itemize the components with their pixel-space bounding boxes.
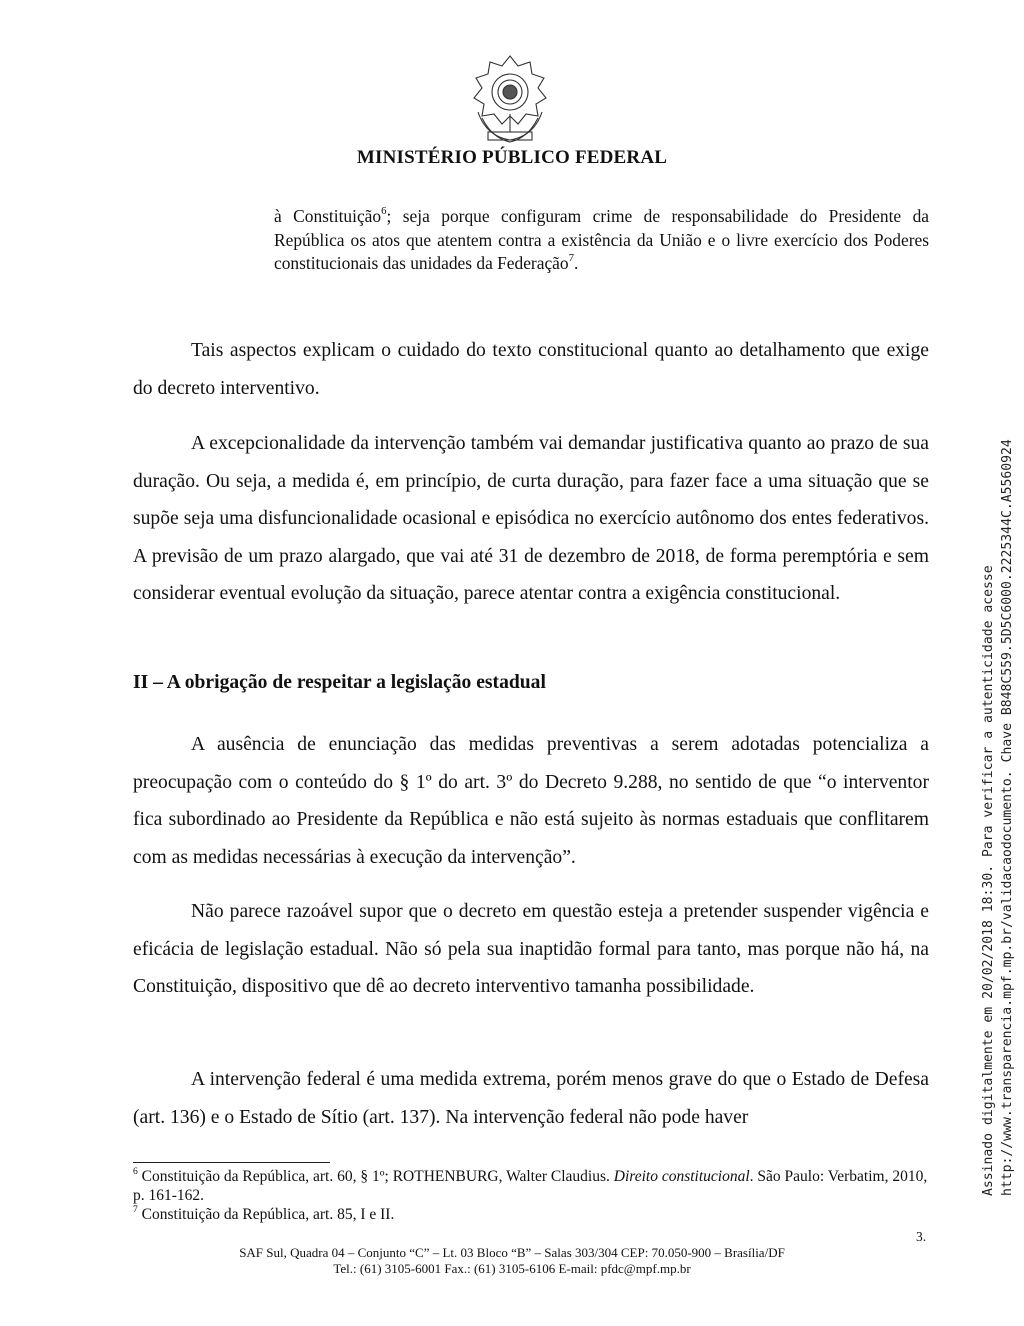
quote-text-3: . (573, 253, 579, 273)
footnote-6 (133, 1167, 929, 1205)
paragraph-3: A ausência de enunciação das medidas preventivas a serem adotadas potencializa a preocupação com o conteúdo do § 1º do art. 3º do Decreto 9.288, no sentido de que “o interventor fica subordinado ao Presidente da República e não está sujeito às normas estaduais que conflitarem com as medidas necessárias à execução da intervenção”. (133, 734, 929, 868)
coat-of-arms-icon (466, 52, 554, 148)
paragraph-1: Tais aspectos explicam o cuidado do texto constitucional quanto ao detalhamento que exige do decreto interventivo. (133, 340, 929, 399)
paragraph-2: A excepcionalidade da intervenção também vai demandar justificativa quanto ao prazo de sua duração. Ou seja, a medida é, em princípio, de curta duração, para fazer face a uma situação que se supõe seja uma disfuncionalidade ocasional e episódica no exercício autônomo dos entes federativos. A previsão de um prazo alargado, que vai até 31 de dezembro de 2018, de forma peremptória e sem considerar eventual evolução da situação, parece atentar contra a exigência constitucional. (133, 433, 929, 604)
footnote-ref-7[interactable]: 7 (568, 252, 574, 265)
footnote-7-text: Constituição da República, art. 85, I e II. (137, 1206, 395, 1223)
footnote-divider (133, 1162, 330, 1163)
footnote-7-number: 7 (133, 1203, 138, 1215)
signature-stamp-line-2[interactable]: http://www.transparencia.mpf.mp.br/validacaodocumento. Chave B848C559.5D5C6000.2225344C.A5560924 (999, 439, 1015, 1196)
quote-text-1: à Constituição (274, 206, 382, 226)
footer-contact: Tel.: (61) 3105-6001 Fax.: (61) 3105-6106 E-mail: pfdc@mpf.mp.br (333, 1261, 691, 1276)
footnote-6-text-b: . São Paulo: Verbatim, 2010, p. 161-162. (133, 1168, 928, 1204)
signature-stamp-line-1: Assinado digitalmente em 20/02/2018 18:30. Para verificar a autenticidade acesse (981, 565, 996, 1196)
quote-text-2: ; seja porque configuram crime de responsabilidade do Presidente da República os atos que atentem contra a existência da União e o livre exercício dos Poderes constitucionais das unidades da Federação (274, 206, 929, 273)
footnote-6-title: Direito constitucional (613, 1168, 750, 1185)
footnote-7 (133, 1205, 929, 1224)
footnote-6-number: 6 (133, 1165, 138, 1177)
page-footer (0, 1245, 1024, 1277)
footnotes (133, 1167, 929, 1224)
block-quote (274, 205, 929, 276)
footer-address: SAF Sul, Quadra 04 – Conjunto “C” – Lt. 03 Bloco “B” – Salas 303/304 CEP: 70.050-900 – Brasília/DF (239, 1245, 785, 1260)
footnote-6-text-a: Constituição da República, art. 60, § 1º; ROTHENBURG, Walter Claudius. (137, 1168, 614, 1185)
paragraph-4: Não parece razoável supor que o decreto em questão esteja a pretender suspender vigência e eficácia de legislação estadual. Não só pela sua inaptidão formal para tanto, mas porque não há, na Constituição, dispositivo que dê ao decreto interventivo tamanha possibilidade. (133, 901, 929, 997)
page-number: 3. (916, 1229, 927, 1244)
paragraph-5: A intervenção federal é uma medida extrema, porém menos grave do que o Estado de Defesa (art. 136) e o Estado de Sítio (art. 137). Na intervenção federal não pode haver (133, 1069, 929, 1128)
section-heading: II – A obrigação de respeitar a legislação estadual (133, 672, 546, 693)
footnote-ref-6[interactable]: 6 (381, 205, 387, 218)
organization-title: MINISTÉRIO PÚBLICO FEDERAL (356, 147, 668, 168)
